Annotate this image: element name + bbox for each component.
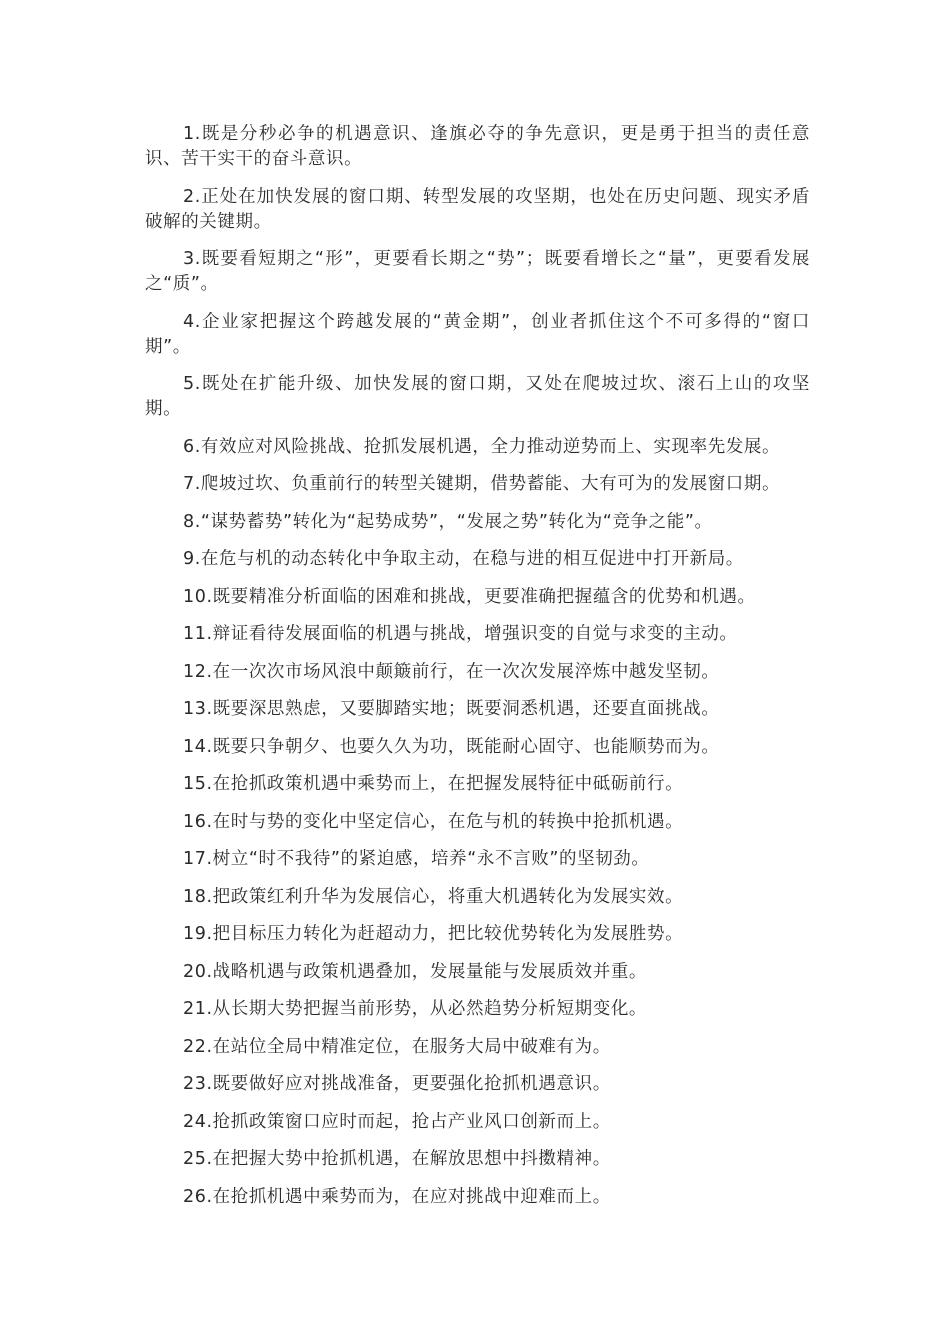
list-item: 8.“谋势蓄势”转化为“起势成势”，“发展之势”转化为“竞争之能”。: [183, 511, 713, 532]
list-item: 12.在一次次市场风浪中颠簸前行，在一次次发展淬炼中越发坚韧。: [183, 661, 720, 682]
list-item: 24.抢抓政策窗口应时而起，抢占产业风口创新而上。: [183, 1111, 611, 1132]
list-item: 11.辩证看待发展面临的机遇与挑战，增强识变的自觉与求变的主动。: [183, 624, 738, 644]
list-item: 19.把目标压力转化为赶超动力，把比较优势转化为发展胜势。: [183, 924, 684, 944]
list-item: 18.把政策红利升华为发展信心，将重大机遇转化为发展实效。: [183, 886, 684, 907]
list-item: 17.树立“时不我待”的紧迫感，培养“永不言败”的坚韧劲。: [183, 849, 650, 869]
list-item: 10.既要精准分析面临的困难和挑战，更要准确把握蕴含的优势和机遇。: [183, 586, 756, 607]
list-item: 20.战略机遇与政策机遇叠加，发展量能与发展质效并重。: [183, 961, 648, 982]
list-item: 16.在时与势的变化中坚定信心，在危与机的转换中抢抓机遇。: [183, 811, 684, 832]
list-item: 6.有效应对风险挑战、抢抓发展机遇，全力推动逆势而上、实现率先发展。: [183, 436, 781, 457]
list-item: 22.在站位全局中精准定位，在服务大局中破难有为。: [183, 1036, 611, 1057]
list-item: 1.既是分秒必争的机遇意识、逢旗必夺的争先意识，更是勇于担当的责任意识、苦干实干的奋斗意识。: [145, 124, 810, 169]
list-item: 7.爬坡过坎、负重前行的转型关键期，借势蓄能、大有可为的发展窗口期。: [183, 474, 781, 494]
list-item: 15.在抢抓政策机遇中乘势而上，在把握发展特征中砥砺前行。: [183, 774, 684, 794]
list-item: 23.既要做好应对挑战准备，更要强化抢抓机遇意识。: [183, 1074, 611, 1094]
list-item: 21.从长期大势把握当前形势，从必然趋势分析短期变化。: [183, 999, 648, 1019]
document-body: [145, 122, 810, 1222]
list-item: 25.在把握大势中抢抓机遇，在解放思想中抖擞精神。: [183, 1149, 611, 1169]
list-item: 13.既要深思熟虑，又要脚踏实地；既要洞悉机遇，还要直面挑战。: [183, 699, 720, 719]
list-item: 26.在抢抓机遇中乘势而为，在应对挑战中迎难而上。: [183, 1186, 611, 1207]
list-item: 5.既处在扩能升级、加快发展的窗口期，又处在爬坡过坎、滚石上山的攻坚期。: [145, 374, 810, 419]
list-item: 2.正处在加快发展的窗口期、转型发展的攻坚期，也处在历史问题、现实矛盾破解的关键期。: [145, 186, 810, 232]
list-item: 3.既要看短期之“形”，更要看长期之“势”；既要看增长之“量”，更要看发展之“质”。: [145, 249, 810, 294]
list-item: 14.既要只争朝夕、也要久久为功，既能耐心固守、也能顺势而为。: [183, 736, 720, 757]
list-item: 4.企业家把握这个跨越发展的“黄金期”，创业者抓住这个不可多得的“窗口期”。: [145, 311, 810, 357]
list-item: 9.在危与机的动态转化中争取主动，在稳与进的相互促进中打开新局。: [183, 549, 744, 569]
